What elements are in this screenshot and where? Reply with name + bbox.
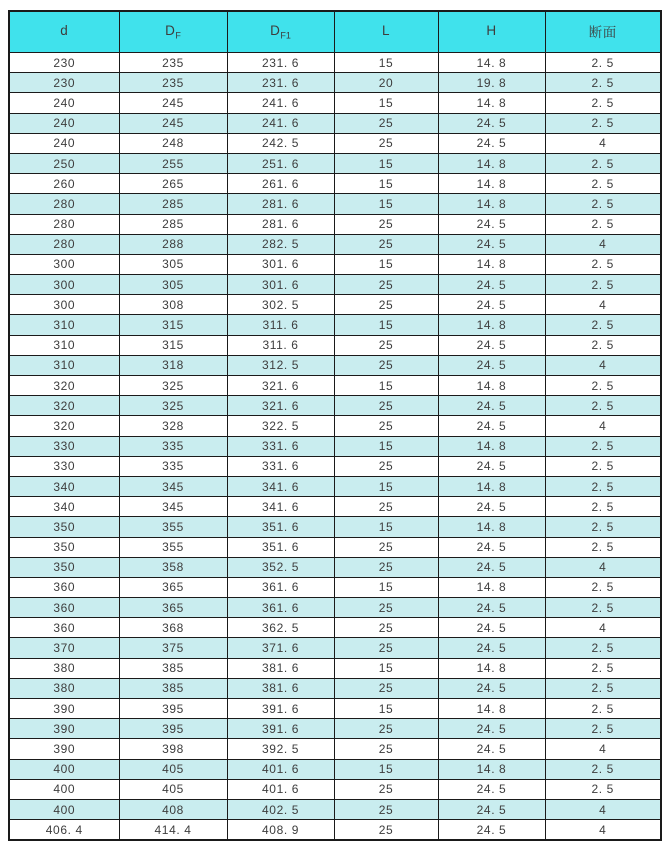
table-cell: 250 — [9, 153, 119, 173]
table-cell: 370 — [9, 638, 119, 658]
table-cell: 235 — [119, 53, 227, 73]
table-cell: 240 — [9, 113, 119, 133]
table-row — [9, 73, 661, 93]
table-cell: 300 — [9, 295, 119, 315]
table-cell: 14. 8 — [438, 759, 545, 779]
table-cell: 2. 5 — [545, 214, 661, 234]
table-cell: 315 — [119, 315, 227, 335]
table-cell: 320 — [9, 416, 119, 436]
table-cell: 14. 8 — [438, 376, 545, 396]
table-cell: 360 — [9, 598, 119, 618]
table-cell: 315 — [119, 335, 227, 355]
table-cell: 248 — [119, 133, 227, 153]
table-cell: 355 — [119, 517, 227, 537]
table-cell: 14. 8 — [438, 476, 545, 496]
table-cell: 24. 5 — [438, 295, 545, 315]
table-cell: 15 — [334, 436, 438, 456]
table-row — [9, 254, 661, 274]
table-cell: 318 — [119, 355, 227, 375]
table-cell: 390 — [9, 699, 119, 719]
table-cell: 408. 9 — [227, 820, 334, 841]
table-cell: 402. 5 — [227, 799, 334, 819]
table-cell: 305 — [119, 275, 227, 295]
table-cell: 24. 5 — [438, 416, 545, 436]
table-cell: 25 — [334, 820, 438, 841]
header-row — [9, 11, 661, 53]
table-cell: 285 — [119, 214, 227, 234]
column-header-l: L — [334, 11, 438, 53]
table-cell: 2. 5 — [545, 719, 661, 739]
table-row — [9, 557, 661, 577]
table-cell: 24. 5 — [438, 456, 545, 476]
table-cell: 261. 6 — [227, 174, 334, 194]
table-row — [9, 133, 661, 153]
table-cell: 15 — [334, 254, 438, 274]
table-cell: 4 — [545, 355, 661, 375]
table-cell: 406. 4 — [9, 820, 119, 841]
table-cell: 25 — [334, 537, 438, 557]
table-cell: 405 — [119, 779, 227, 799]
table-cell: 400 — [9, 779, 119, 799]
table-cell: 2. 5 — [545, 254, 661, 274]
table-row — [9, 678, 661, 698]
table-cell: 25 — [334, 598, 438, 618]
table-body — [9, 53, 661, 841]
table-cell: 14. 8 — [438, 93, 545, 113]
table-cell: 331. 6 — [227, 456, 334, 476]
table-cell: 350 — [9, 557, 119, 577]
table-cell: 330 — [9, 436, 119, 456]
table-cell: 2. 5 — [545, 577, 661, 597]
table-cell: 361. 6 — [227, 577, 334, 597]
table-row — [9, 618, 661, 638]
table-row — [9, 295, 661, 315]
table-cell: 308 — [119, 295, 227, 315]
table-cell: 312. 5 — [227, 355, 334, 375]
table-row — [9, 497, 661, 517]
table-cell: 251. 6 — [227, 153, 334, 173]
table-cell: 282. 5 — [227, 234, 334, 254]
table-cell: 4 — [545, 557, 661, 577]
table-cell: 288 — [119, 234, 227, 254]
table-cell: 4 — [545, 133, 661, 153]
table-cell: 321. 6 — [227, 376, 334, 396]
table-cell: 340 — [9, 497, 119, 517]
table-cell: 325 — [119, 376, 227, 396]
table-row — [9, 275, 661, 295]
table-cell: 381. 6 — [227, 678, 334, 698]
table-cell: 390 — [9, 739, 119, 759]
table-row — [9, 355, 661, 375]
table-cell: 15 — [334, 517, 438, 537]
table-cell: 4 — [545, 799, 661, 819]
table-cell: 4 — [545, 820, 661, 841]
table-cell: 401. 6 — [227, 759, 334, 779]
table-cell: 320 — [9, 376, 119, 396]
table-cell: 24. 5 — [438, 739, 545, 759]
table-cell: 2. 5 — [545, 699, 661, 719]
table-row — [9, 174, 661, 194]
table-cell: 330 — [9, 456, 119, 476]
table-cell: 24. 5 — [438, 820, 545, 841]
table-cell: 371. 6 — [227, 638, 334, 658]
table-cell: 385 — [119, 678, 227, 698]
table-cell: 395 — [119, 719, 227, 739]
table-cell: 25 — [334, 295, 438, 315]
table-row — [9, 436, 661, 456]
table-cell: 320 — [9, 396, 119, 416]
table-cell: 25 — [334, 678, 438, 698]
table-cell: 2. 5 — [545, 436, 661, 456]
table-cell: 325 — [119, 396, 227, 416]
table-cell: 24. 5 — [438, 335, 545, 355]
table-cell: 25 — [334, 275, 438, 295]
table-cell: 375 — [119, 638, 227, 658]
table-cell: 230 — [9, 53, 119, 73]
table-cell: 301. 6 — [227, 254, 334, 274]
table-row — [9, 799, 661, 819]
table-row — [9, 153, 661, 173]
table-cell: 2. 5 — [545, 456, 661, 476]
table-cell: 2. 5 — [545, 275, 661, 295]
table-cell: 340 — [9, 476, 119, 496]
table-cell: 15 — [334, 699, 438, 719]
table-cell: 300 — [9, 275, 119, 295]
table-cell: 14. 8 — [438, 658, 545, 678]
table-cell: 321. 6 — [227, 396, 334, 416]
table-row — [9, 719, 661, 739]
table-cell: 2. 5 — [545, 598, 661, 618]
table-cell: 15 — [334, 315, 438, 335]
table-cell: 305 — [119, 254, 227, 274]
table-cell: 355 — [119, 537, 227, 557]
table-cell: 24. 5 — [438, 779, 545, 799]
table-cell: 24. 5 — [438, 618, 545, 638]
table-cell: 380 — [9, 678, 119, 698]
table-cell: 2. 5 — [545, 153, 661, 173]
table-cell: 25 — [334, 779, 438, 799]
table-cell: 2. 5 — [545, 113, 661, 133]
table-cell: 231. 6 — [227, 53, 334, 73]
table-cell: 395 — [119, 699, 227, 719]
table-cell: 300 — [9, 254, 119, 274]
table-cell: 360 — [9, 577, 119, 597]
table-cell: 405 — [119, 759, 227, 779]
table-cell: 310 — [9, 315, 119, 335]
table-cell: 14. 8 — [438, 436, 545, 456]
table-cell: 2. 5 — [545, 517, 661, 537]
table-cell: 25 — [334, 497, 438, 517]
table-cell: 328 — [119, 416, 227, 436]
table-cell: 351. 6 — [227, 537, 334, 557]
table-cell: 14. 8 — [438, 153, 545, 173]
table-cell: 19. 8 — [438, 73, 545, 93]
table-cell: 331. 6 — [227, 436, 334, 456]
table-cell: 242. 5 — [227, 133, 334, 153]
table-cell: 24. 5 — [438, 214, 545, 234]
table-cell: 25 — [334, 335, 438, 355]
table-cell: 15 — [334, 153, 438, 173]
table-cell: 365 — [119, 598, 227, 618]
table-row — [9, 335, 661, 355]
table-cell: 391. 6 — [227, 699, 334, 719]
table-cell: 350 — [9, 517, 119, 537]
table-cell: 24. 5 — [438, 497, 545, 517]
table-cell: 235 — [119, 73, 227, 93]
table-cell: 2. 5 — [545, 476, 661, 496]
table-cell: 392. 5 — [227, 739, 334, 759]
table-cell: 381. 6 — [227, 658, 334, 678]
table-row — [9, 194, 661, 214]
table-cell: 14. 8 — [438, 53, 545, 73]
table-row — [9, 234, 661, 254]
table-cell: 280 — [9, 234, 119, 254]
table-cell: 341. 6 — [227, 497, 334, 517]
table-cell: 24. 5 — [438, 113, 545, 133]
table-cell: 361. 6 — [227, 598, 334, 618]
table-cell: 25 — [334, 396, 438, 416]
table-cell: 4 — [545, 416, 661, 436]
table-cell: 2. 5 — [545, 396, 661, 416]
table-cell: 265 — [119, 174, 227, 194]
table-cell: 15 — [334, 194, 438, 214]
table-cell: 24. 5 — [438, 396, 545, 416]
table-row — [9, 53, 661, 73]
table-cell: 400 — [9, 799, 119, 819]
table-cell: 310 — [9, 335, 119, 355]
table-cell: 245 — [119, 93, 227, 113]
table-row — [9, 396, 661, 416]
table-cell: 25 — [334, 557, 438, 577]
table-cell: 24. 5 — [438, 355, 545, 375]
table-cell: 280 — [9, 194, 119, 214]
table-cell: 15 — [334, 174, 438, 194]
table-cell: 24. 5 — [438, 598, 545, 618]
table-cell: 2. 5 — [545, 335, 661, 355]
table-cell: 2. 5 — [545, 779, 661, 799]
table-cell: 25 — [334, 416, 438, 436]
table-cell: 240 — [9, 133, 119, 153]
table-cell: 25 — [334, 719, 438, 739]
table-cell: 285 — [119, 194, 227, 214]
table-cell: 2. 5 — [545, 93, 661, 113]
table-cell: 24. 5 — [438, 719, 545, 739]
column-header-d: d — [9, 11, 119, 53]
column-header-h: H — [438, 11, 545, 53]
column-header-df: $D_F$ — [119, 11, 227, 53]
table-cell: 368 — [119, 618, 227, 638]
table-row — [9, 456, 661, 476]
table-cell: 24. 5 — [438, 275, 545, 295]
table-cell: 414. 4 — [119, 820, 227, 841]
table-cell: 311. 6 — [227, 315, 334, 335]
table-row — [9, 113, 661, 133]
table-cell: 302. 5 — [227, 295, 334, 315]
table-cell: 24. 5 — [438, 638, 545, 658]
table-row — [9, 598, 661, 618]
table-cell: 400 — [9, 759, 119, 779]
table-cell: 391. 6 — [227, 719, 334, 739]
table-cell: 341. 6 — [227, 476, 334, 496]
table-row — [9, 315, 661, 335]
table-cell: 245 — [119, 113, 227, 133]
table-cell: 301. 6 — [227, 275, 334, 295]
table-row — [9, 779, 661, 799]
table-cell: 2. 5 — [545, 53, 661, 73]
table-cell: 2. 5 — [545, 678, 661, 698]
table-cell: 15 — [334, 759, 438, 779]
table-cell: 351. 6 — [227, 517, 334, 537]
table-cell: 2. 5 — [545, 174, 661, 194]
table-cell: 2. 5 — [545, 658, 661, 678]
table-cell: 350 — [9, 537, 119, 557]
table-cell: 14. 8 — [438, 194, 545, 214]
table-cell: 281. 6 — [227, 214, 334, 234]
table-cell: 25 — [334, 618, 438, 638]
table-cell: 2. 5 — [545, 759, 661, 779]
table-row — [9, 638, 661, 658]
table-cell: 2. 5 — [545, 376, 661, 396]
table-cell: 345 — [119, 476, 227, 496]
table-cell: 401. 6 — [227, 779, 334, 799]
table-cell: 14. 8 — [438, 699, 545, 719]
table-cell: 335 — [119, 436, 227, 456]
table-row — [9, 517, 661, 537]
table-cell: 365 — [119, 577, 227, 597]
table-row — [9, 93, 661, 113]
table-cell: 14. 8 — [438, 254, 545, 274]
table-cell: 385 — [119, 658, 227, 678]
table-cell: 358 — [119, 557, 227, 577]
table-cell: 280 — [9, 214, 119, 234]
table-cell: 24. 5 — [438, 133, 545, 153]
table-cell: 15 — [334, 658, 438, 678]
table-cell: 230 — [9, 73, 119, 93]
table-cell: 24. 5 — [438, 557, 545, 577]
table-cell: 15 — [334, 577, 438, 597]
table-cell: 24. 5 — [438, 537, 545, 557]
table-cell: 24. 5 — [438, 234, 545, 254]
table-cell: 2. 5 — [545, 638, 661, 658]
table-cell: 14. 8 — [438, 517, 545, 537]
table-cell: 241. 6 — [227, 93, 334, 113]
table-cell: 2. 5 — [545, 194, 661, 214]
table-cell: 25 — [334, 133, 438, 153]
table-cell: 4 — [545, 295, 661, 315]
table-cell: 25 — [334, 214, 438, 234]
table-cell: 4 — [545, 739, 661, 759]
table-cell: 398 — [119, 739, 227, 759]
table-cell: 25 — [334, 799, 438, 819]
table-cell: 380 — [9, 658, 119, 678]
table-cell: 4 — [545, 234, 661, 254]
table-cell: 14. 8 — [438, 174, 545, 194]
table-cell: 15 — [334, 476, 438, 496]
table-cell: 14. 8 — [438, 315, 545, 335]
table-row — [9, 759, 661, 779]
table-cell: 25 — [334, 739, 438, 759]
table-cell: 2. 5 — [545, 497, 661, 517]
table-cell: 362. 5 — [227, 618, 334, 638]
column-header-df1: $D_{F1}$ — [227, 11, 334, 53]
table-cell: 15 — [334, 93, 438, 113]
table-cell: 25 — [334, 234, 438, 254]
table-cell: 360 — [9, 618, 119, 638]
table-cell: 20 — [334, 73, 438, 93]
table-cell: 24. 5 — [438, 678, 545, 698]
table-cell: 335 — [119, 456, 227, 476]
table-cell: 15 — [334, 376, 438, 396]
table-cell: 390 — [9, 719, 119, 739]
table-cell: 25 — [334, 638, 438, 658]
table-row — [9, 820, 661, 841]
table-row — [9, 416, 661, 436]
table-row — [9, 214, 661, 234]
table-cell: 255 — [119, 153, 227, 173]
table-cell: 241. 6 — [227, 113, 334, 133]
table-row — [9, 376, 661, 396]
table-cell: 2. 5 — [545, 537, 661, 557]
table-row — [9, 476, 661, 496]
table-cell: 25 — [334, 456, 438, 476]
table-cell: 231. 6 — [227, 73, 334, 93]
table-row — [9, 577, 661, 597]
table-cell: 310 — [9, 355, 119, 375]
table-cell: 260 — [9, 174, 119, 194]
table-cell: 15 — [334, 53, 438, 73]
table-row — [9, 739, 661, 759]
dimension-table — [8, 10, 662, 841]
table-cell: 14. 8 — [438, 577, 545, 597]
table-cell: 25 — [334, 113, 438, 133]
column-header-section: 断面 — [545, 11, 661, 53]
table-cell: 2. 5 — [545, 315, 661, 335]
table-row — [9, 699, 661, 719]
table-cell: 240 — [9, 93, 119, 113]
table-row — [9, 658, 661, 678]
table-cell: 322. 5 — [227, 416, 334, 436]
table-row — [9, 537, 661, 557]
table-cell: 281. 6 — [227, 194, 334, 214]
table-cell: 408 — [119, 799, 227, 819]
table-cell: 2. 5 — [545, 73, 661, 93]
table-cell: 25 — [334, 355, 438, 375]
table-cell: 24. 5 — [438, 799, 545, 819]
table-header — [9, 11, 661, 53]
table-cell: 311. 6 — [227, 335, 334, 355]
table-cell: 352. 5 — [227, 557, 334, 577]
table-cell: 345 — [119, 497, 227, 517]
table-cell: 4 — [545, 618, 661, 638]
